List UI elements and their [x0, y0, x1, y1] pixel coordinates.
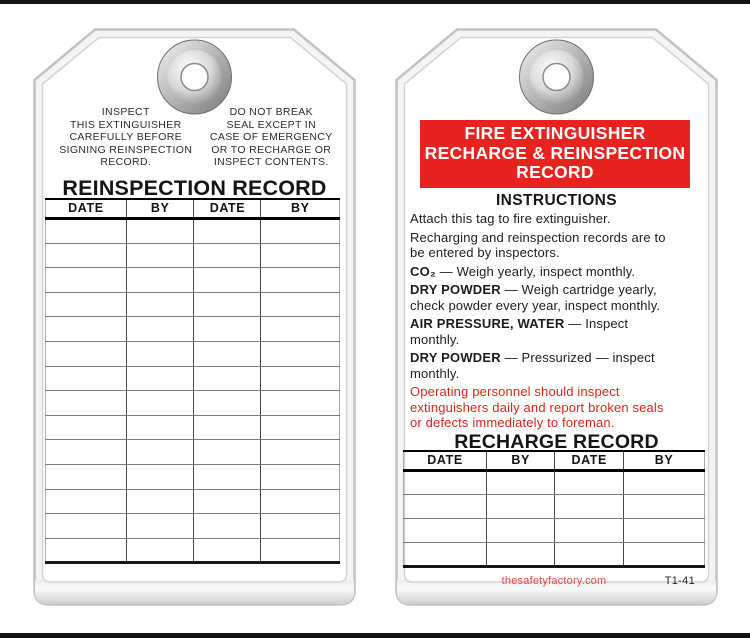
column-header: DATE: [555, 451, 624, 471]
part-number: T1-41: [664, 575, 695, 587]
text-line: DO NOT BREAK: [229, 106, 313, 118]
table-row: [46, 219, 340, 244]
empty-cell: [194, 219, 261, 244]
instruction-paragraph: DRY POWDER — Weigh cartridge yearly, check powder every year, inspect monthly.: [410, 282, 661, 313]
empty-cell: [46, 489, 127, 514]
empty-cell: [555, 519, 624, 543]
table-header-row: [46, 199, 340, 219]
table-row: [46, 440, 340, 465]
empty-cell: [261, 440, 340, 465]
empty-cell: [194, 514, 261, 539]
empty-cell: [46, 292, 127, 317]
table-row: [46, 415, 340, 440]
table-row: [404, 543, 705, 567]
empty-cell: [261, 514, 340, 539]
empty-cell: [261, 489, 340, 514]
empty-cell: [261, 292, 340, 317]
instruction-paragraph: AIR PRESSURE, WATER — Inspect monthly.: [410, 316, 629, 347]
table-row: [46, 489, 340, 514]
empty-cell: [261, 341, 340, 366]
instruction-paragraph: Operating personnel should inspect extinguishers daily and report broken seals or defects immediately to foreman.: [410, 384, 664, 430]
empty-cell: [194, 366, 261, 391]
empty-cell: [194, 341, 261, 366]
column-header: BY: [261, 199, 340, 219]
laminate-bottom-band: [35, 580, 354, 604]
table-row: [46, 317, 340, 342]
empty-cell: [194, 243, 261, 268]
empty-cell: [261, 538, 340, 563]
empty-cell: [261, 415, 340, 440]
column-header: DATE: [46, 199, 127, 219]
table-row: [46, 366, 340, 391]
table-row: [46, 538, 340, 563]
reinspection-tag: [33, 28, 356, 606]
table-row: [404, 471, 705, 495]
table-header-row: [404, 451, 705, 471]
empty-cell: [404, 519, 487, 543]
empty-cell: [126, 341, 194, 366]
text-line: INSPECT: [101, 106, 150, 118]
recharge-tag: [395, 28, 718, 606]
empty-cell: [126, 268, 194, 293]
empty-cell: [194, 464, 261, 489]
table-row: [46, 341, 340, 366]
empty-cell: [624, 495, 705, 519]
empty-cell: [194, 415, 261, 440]
column-header: DATE: [404, 451, 487, 471]
instruction-paragraph: Recharging and reinspection records are to be entered by inspectors.: [410, 229, 666, 260]
reinspection-record-title: REINSPECTION RECORD: [62, 176, 327, 200]
column-header: DATE: [194, 199, 261, 219]
table-row: [46, 243, 340, 268]
text-line: RECHARGE & REINSPECTION: [424, 142, 686, 163]
empty-cell: [487, 543, 555, 567]
empty-cell: [194, 440, 261, 465]
empty-cell: [261, 366, 340, 391]
empty-cell: [404, 495, 487, 519]
grommet-hole: [181, 64, 208, 91]
empty-cell: [261, 268, 340, 293]
text-line: INSPECT CONTENTS.: [213, 156, 329, 168]
notice-inspect: [53, 106, 199, 169]
empty-cell: [487, 495, 555, 519]
table-row: [46, 292, 340, 317]
text-line: CAREFULLY BEFORE: [69, 131, 183, 143]
recharge-record-title: RECHARGE RECORD: [454, 431, 659, 453]
column-header: BY: [126, 199, 194, 219]
empty-cell: [555, 495, 624, 519]
notice-do-not-break-seal: [199, 106, 345, 169]
empty-cell: [261, 243, 340, 268]
empty-cell: [194, 538, 261, 563]
instructions-text: [410, 211, 674, 434]
empty-cell: [126, 292, 194, 317]
empty-cell: [126, 440, 194, 465]
website-text: thesafetyfactory.com: [501, 575, 607, 587]
empty-cell: [46, 415, 127, 440]
empty-cell: [46, 440, 127, 465]
instruction-paragraph: DRY POWDER — Pressurized — inspect monthly.: [410, 350, 655, 381]
empty-cell: [126, 514, 194, 539]
column-header: BY: [624, 451, 705, 471]
empty-cell: [126, 219, 194, 244]
tag-footer: [403, 575, 705, 590]
tag-notices: [33, 106, 356, 169]
table-row: [46, 391, 340, 416]
empty-cell: [46, 464, 127, 489]
empty-cell: [46, 243, 127, 268]
text-line: RECORD.: [100, 156, 152, 168]
table-row: [46, 268, 340, 293]
empty-cell: [194, 268, 261, 293]
empty-cell: [46, 391, 127, 416]
empty-cell: [194, 391, 261, 416]
empty-cell: [624, 519, 705, 543]
empty-cell: [261, 219, 340, 244]
text-line: CASE OF EMERGENCY: [209, 131, 333, 143]
empty-cell: [46, 366, 127, 391]
empty-cell: [261, 464, 340, 489]
empty-cell: [555, 543, 624, 567]
empty-cell: [46, 317, 127, 342]
empty-cell: [46, 341, 127, 366]
empty-cell: [487, 519, 555, 543]
empty-cell: [126, 415, 194, 440]
reinspection-table: [45, 198, 340, 564]
text-line: SIGNING REINSPECTION: [59, 143, 193, 156]
empty-cell: [46, 268, 127, 293]
text-line: OR TO RECHARGE OR: [211, 143, 332, 156]
text-line: THIS EXTINGUISHER: [69, 118, 182, 131]
table-row: [404, 495, 705, 519]
instruction-paragraph: CO₂ — Weigh yearly, inspect monthly.: [410, 263, 636, 279]
empty-cell: [126, 243, 194, 268]
empty-cell: [46, 514, 127, 539]
empty-cell: [46, 538, 127, 563]
grommet-hole: [543, 64, 570, 91]
empty-cell: [126, 489, 194, 514]
text-line: SEAL EXCEPT IN: [226, 118, 316, 131]
instructions-heading: INSTRUCTIONS: [495, 192, 618, 209]
instruction-paragraph: Attach this tag to fire extinguisher.: [410, 211, 611, 226]
empty-cell: [46, 219, 127, 244]
empty-cell: [126, 538, 194, 563]
empty-cell: [624, 471, 705, 495]
column-header: BY: [487, 451, 555, 471]
text-line: RECORD: [516, 162, 594, 182]
empty-cell: [487, 471, 555, 495]
table-row: [46, 514, 340, 539]
tag-header-banner: [420, 120, 690, 188]
empty-cell: [404, 471, 487, 495]
grommet-icon: [158, 40, 232, 114]
grommet-icon: [520, 40, 594, 114]
empty-cell: [194, 489, 261, 514]
bottom-border-bar: [0, 633, 750, 638]
empty-cell: [126, 317, 194, 342]
empty-cell: [261, 391, 340, 416]
empty-cell: [624, 543, 705, 567]
recharge-table: [403, 450, 705, 568]
table-row: [404, 519, 705, 543]
top-border-bar: [0, 0, 750, 4]
empty-cell: [194, 292, 261, 317]
empty-cell: [126, 391, 194, 416]
empty-cell: [555, 471, 624, 495]
text-line: FIRE EXTINGUISHER: [464, 123, 646, 143]
empty-cell: [404, 543, 487, 567]
empty-cell: [194, 317, 261, 342]
empty-cell: [126, 366, 194, 391]
table-row: [46, 464, 340, 489]
empty-cell: [261, 317, 340, 342]
empty-cell: [126, 464, 194, 489]
